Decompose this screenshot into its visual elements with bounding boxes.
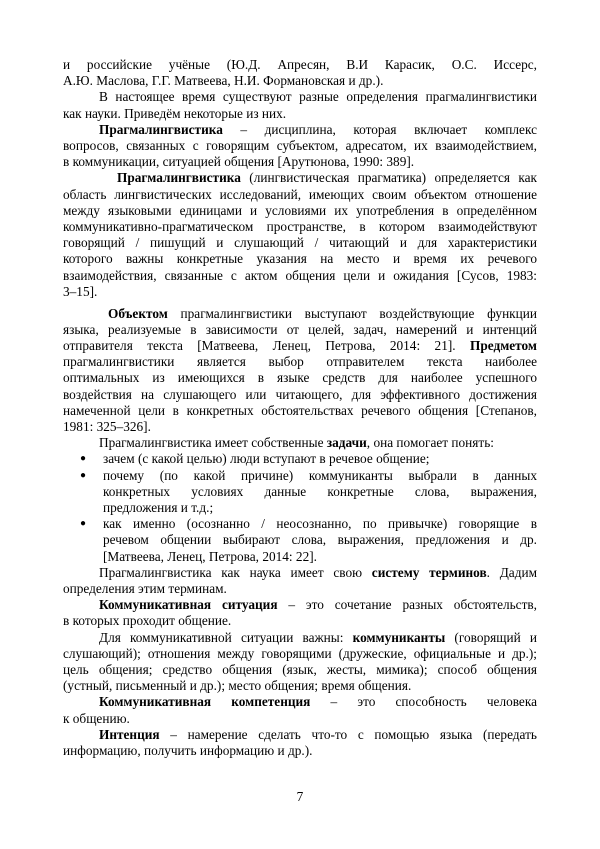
text-line	[63, 137, 537, 155]
text-run: – это сочетание разных обстоятельств,	[277, 597, 537, 613]
text-run: и российские учёные (Ю.Д. Апресян, В.И Карасик, О.С. Иссерс,	[63, 57, 537, 72]
text-run: Для коммуникативной ситуации важны:	[99, 629, 353, 645]
list-item-line	[103, 483, 537, 501]
text-run: зачем (с какой целью) люди вступают в речевое общение;	[103, 451, 430, 467]
text-run: [Матвеева, Ленец, Петрова, 2014: 22].	[103, 548, 317, 564]
text-line	[63, 153, 537, 171]
text-run: воздействия на слушающего или читающего, для эффективного достижения	[63, 386, 537, 402]
text-run: как науки. Приведём некоторые из них.	[63, 105, 287, 121]
text-line	[63, 202, 537, 220]
text-run: коммуникативно-прагматическом пространстве, в котором взаимодействуют	[63, 218, 537, 234]
term-pragmalinguistics: Прагмалингвистика	[99, 121, 223, 137]
text-line	[63, 72, 537, 90]
text-line	[99, 88, 537, 106]
list-item	[103, 450, 537, 468]
text-run: прагмалингвистики выступают воздействующие функции	[167, 305, 537, 321]
text-run: (устный, письменный и др.); место общения; время общения.	[63, 678, 412, 694]
page-number: 7	[296, 789, 304, 804]
text-line	[63, 250, 537, 268]
text-line	[99, 564, 537, 582]
text-run: конкретных условиях данные конкретные слова, выражения,	[103, 483, 537, 499]
text-run: отправителя текста [Матвеева, Ленец, Петрова, 2014: 21].	[63, 338, 471, 354]
list-item-line	[103, 531, 537, 549]
text-run: (лингвистическая прагматика) определяется как	[240, 170, 537, 186]
text-run: речевом общении выбирают слова, выражения, предложения и др.	[103, 532, 537, 548]
term-communicative-competence: Коммуникативная компетенция	[99, 694, 311, 710]
text-run: оптимальных из имеющихся в языке средств для наиболее успешного	[63, 370, 537, 386]
text-run: (говорящий и	[445, 629, 537, 645]
text-line	[63, 337, 537, 355]
text-run: Прагмалингвистика имеет собственные	[99, 435, 327, 451]
term-communicants: коммуниканты	[352, 629, 446, 645]
text-run: – дисциплина, которая включает комплекс	[222, 121, 537, 137]
text-line	[63, 234, 537, 252]
term-object: Объектом	[108, 305, 168, 321]
text-run: А.Ю. Маслова, Г.Г. Матвеева, Н.И. Формановская и др.).	[63, 73, 384, 89]
text-run: в которых проходит общение.	[63, 613, 232, 629]
text-run: прагмалингвистики является выбор отправителем текста наиболее	[63, 354, 537, 370]
text-run: информацию, получить информацию и др.).	[63, 743, 313, 758]
text-line	[99, 434, 537, 452]
text-line	[63, 418, 537, 436]
text-line	[63, 645, 537, 663]
list-item	[103, 515, 537, 533]
text-run: слушающий); отношения между говорящими (дружеские, официальные и др.);	[63, 645, 537, 661]
text-run: 1981: 325–326].	[63, 419, 151, 435]
text-line	[63, 105, 537, 123]
text-line	[63, 218, 537, 236]
text-run: Прагмалингвистика как наука имеет свою	[99, 564, 372, 580]
term-intention: Интенция	[99, 726, 160, 742]
text-line	[99, 121, 537, 139]
text-line	[63, 612, 537, 630]
text-run: как именно (осознанно / неосознанно, по привычке) говорящие в	[103, 516, 537, 532]
text-line	[63, 402, 537, 420]
text-run: к общению.	[63, 710, 130, 726]
text-line	[99, 596, 537, 614]
text-run: вопросов, связанных с говорящим субъектом, адресатом, их взаимодействием,	[63, 137, 537, 153]
text-line	[63, 353, 537, 371]
text-line	[63, 386, 537, 404]
list-item	[103, 467, 537, 485]
text-line	[63, 283, 537, 301]
text-run: 3–15].	[63, 283, 98, 299]
text-line	[63, 710, 537, 728]
text-run: в коммуникации, ситуацией общения [Арутюнова, 1990: 389].	[63, 154, 415, 170]
term-communicative-situation: Коммуникативная ситуация	[99, 597, 278, 613]
text-run: предложения и т.д.;	[103, 500, 214, 516]
text-line	[63, 56, 537, 74]
text-run: область лингвистических исследований, имеющих своим объектом отношение	[63, 186, 537, 202]
term-subject: Предметом	[470, 338, 537, 354]
text-line	[99, 693, 537, 711]
text-line	[63, 321, 537, 339]
text-run: языка, реализуемые в зависимости от целей, задач, намерений и интенций	[63, 321, 537, 337]
text-run: намеченной цели в конкретных обстоятельствах речевого общения [Степанов,	[63, 402, 537, 418]
text-line	[117, 169, 537, 187]
term-tasks: задачи	[326, 435, 367, 451]
text-line	[108, 305, 537, 323]
text-run: говорящий / пишущий и слушающий / читающий и для характеристики	[63, 235, 537, 251]
text-run: определения этим терминам.	[63, 581, 227, 597]
list-item-line	[103, 548, 537, 566]
text-line	[99, 629, 537, 647]
text-line	[63, 186, 537, 204]
text-line	[63, 580, 537, 598]
text-run: цель общения; средство общения (язык, жесты, мимика); способ общения	[63, 662, 537, 677]
bullet-icon: ●	[80, 453, 87, 465]
term-terminology-system: систему терминов	[371, 564, 487, 580]
text-line	[63, 267, 537, 285]
text-run: почему (по какой причине) коммуниканты выбрали в данных	[103, 467, 537, 483]
text-run: , она помогает понять:	[366, 435, 494, 451]
bullet-icon: ●	[80, 518, 87, 530]
text-run: . Дадим	[486, 564, 537, 580]
text-line	[63, 661, 537, 679]
text-run: – намерение сделать что-то с помощью языка (передать	[159, 726, 537, 742]
term-pragmalinguistics: Прагмалингвистика	[117, 170, 241, 186]
text-line	[63, 369, 537, 387]
text-run: между языковыми единицами и условиями их употребления в определённом	[63, 202, 537, 218]
text-run: взаимодействия, связанные с актом общения цели и ожидания [Сусов, 1983:	[63, 267, 537, 283]
text-line	[63, 677, 537, 695]
text-run: В настоящее время существуют разные определения прагмалингвистики	[99, 89, 537, 105]
list-item-line	[103, 499, 537, 517]
text-run: – это способность человека	[310, 694, 537, 710]
bullet-icon: ●	[80, 469, 87, 481]
text-run: которого важны конкретные указания на место и время их речевого	[63, 251, 537, 267]
